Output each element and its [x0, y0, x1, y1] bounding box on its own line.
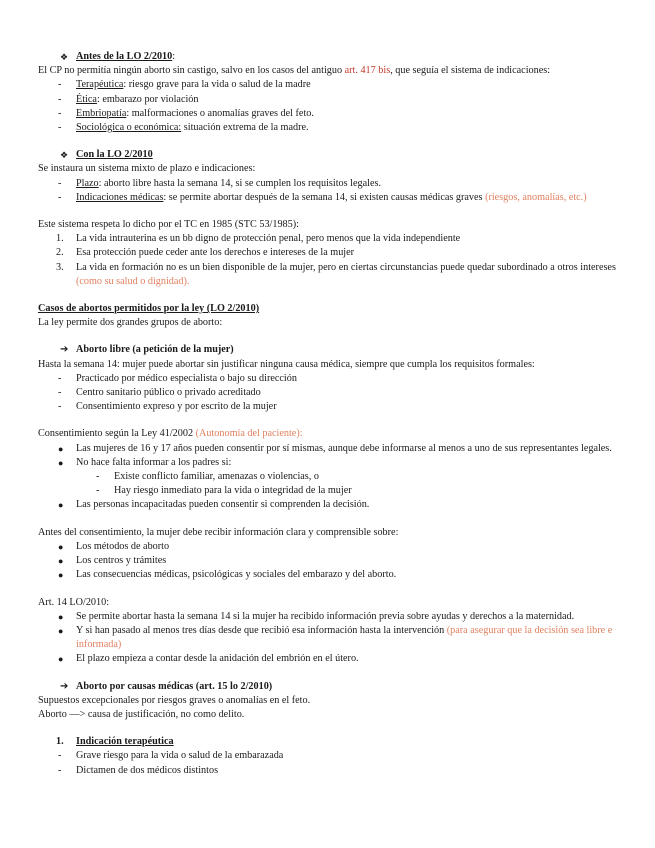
casos-intro: La ley permite dos grandes grupos de aborto:: [38, 317, 223, 329]
list-item: - Existe conflicto familiar, amenazas o violencias, o: [96, 471, 319, 483]
list-item: 1. La vida intrauterina es un bb digno de protección penal, pero menos que la vida independiente: [56, 233, 461, 245]
list-item: - Grave riesgo para la vida o salud de la embarazada: [58, 750, 284, 762]
list-item: ● Los métodos de aborto: [38, 540, 618, 554]
list-item: - Terapéutica: riesgo grave para la vida o salud de la madre: [58, 79, 311, 91]
list-item: - Centro sanitario público o privado acreditado: [58, 387, 261, 399]
diamond-bullet-icon: ❖: [60, 52, 69, 62]
list-item: ● Las consecuencias médicas, psicológicas y sociales del embarazo y del aborto.: [38, 568, 618, 582]
heading-causas-medicas: ➔ Aborto por causas médicas (art. 15 lo 2/2010): [38, 680, 618, 694]
libre-intro: Hasta la semana 14: mujer puede abortar sin justificar ninguna causa médica, siempre que cumpla los requisitos formales:: [38, 358, 535, 370]
bullet-dot-icon: ●: [58, 500, 64, 511]
list-item: - Hay riesgo inmediato para la vida o integridad de la mujer: [96, 485, 352, 497]
list-item: - Sociológica o económica: situación extrema de la madre.: [58, 122, 309, 134]
list-item: - Plazo: aborto libre hasta la semana 14, si se cumplen los requisitos legales.: [58, 177, 381, 189]
list-item: ● Y si han pasado al menos tres días desde que recibió esa información hasta la intervención (para asegurar que la decisión sea libre e informada): [58, 624, 613, 651]
art14-heading: Art. 14 LO/2010:: [38, 596, 110, 608]
list-item: ● No hace falta informar a los padres si:: [38, 456, 618, 470]
arrow-right-icon: ➔: [60, 680, 69, 692]
bullet-dot-icon: ●: [58, 556, 64, 567]
list-item: - Dictamen de dos médicos distintos: [58, 764, 219, 776]
list-item: - Indicaciones médicas: se permite abortar después de la semana 14, si existen causas médicas graves (riesgos, anomalías, etc.): [58, 191, 587, 203]
arrow-right-icon: ➔: [60, 344, 69, 356]
bullet-dot-icon: ●: [58, 443, 64, 454]
list-item: ● Las mujeres de 16 y 17 años pueden consentir por sí mismas, aunque debe informarse al menos a uno de sus representantes legales.: [38, 442, 618, 456]
document-page: [38, 50, 618, 778]
heading-antes: ❖ Antes de la LO 2/2010:: [38, 50, 618, 64]
list-item: - Practicado por médico especialista o bajo su dirección: [58, 372, 297, 384]
consent-intro: Consentimiento según la Ley 41/2002 (Autonomía del paciente):: [38, 428, 303, 440]
medicas-line-1: Supuestos excepcionales por riesgos graves o anomalías en el feto.: [38, 694, 311, 706]
bullet-dot-icon: ●: [58, 625, 64, 636]
heading-casos: Casos de abortos permitidos por la ley (LO 2/2010): [38, 303, 260, 315]
bullet-dot-icon: ●: [58, 570, 64, 581]
list-item: 3. La vida en formación no es un bien disponible de la mujer, pero en ciertas circunstancias puede quedar subordinado a otros intereses (como su salud o dignidad).: [56, 261, 616, 287]
art-417-ref: art. 417 bis: [344, 65, 391, 77]
antes-intro: El CP no permitía ningún aborto sin castigo, salvo en los casos del antiguo art. 417 bis, que seguía el sistema de indicaciones:: [38, 65, 551, 77]
list-item: ● Las personas incapacitadas pueden consentir si comprenden la decisión.: [38, 498, 618, 512]
list-item: ● Los centros y trámites: [38, 554, 618, 568]
list-item: ● Se permite abortar hasta la semana 14 si la mujer ha recibido información previa sobre ayudas y derechos a la maternidad.: [38, 610, 618, 624]
heading-con: ❖ Con la LO 2/2010: [38, 148, 618, 162]
heading-indicacion-terapeutica: 1. Indicación terapéutica: [56, 736, 174, 748]
con-intro: Se instaura un sistema mixto de plazo e indicaciones:: [38, 163, 256, 175]
bullet-dot-icon: ●: [58, 654, 64, 665]
bullet-dot-icon: ●: [58, 457, 64, 468]
list-item: - Ética: embarazo por violación: [58, 93, 199, 105]
list-item: - Consentimiento expreso y por escrito de la mujer: [58, 401, 277, 413]
tc-intro: Este sistema respeta lo dicho por el TC en 1985 (STC 53/1985):: [38, 219, 299, 231]
bullet-dot-icon: ●: [58, 541, 64, 552]
list-item: ● El plazo empieza a contar desde la anidación del embrión en el útero.: [38, 652, 618, 666]
list-item: - Embriopatía: malformaciones o anomalías graves del feto.: [58, 107, 314, 119]
diamond-bullet-icon: ❖: [60, 150, 69, 161]
heading-aborto-libre: ➔ Aborto libre (a petición de la mujer): [38, 343, 618, 357]
antes-consent-intro: Antes del consentimiento, la mujer debe recibir información clara y comprensible sobre:: [38, 526, 399, 538]
list-item: 2. Esa protección puede ceder ante los derechos e intereses de la mujer: [56, 247, 355, 259]
medicas-line-2: Aborto —> causa de justificación, no como delito.: [38, 708, 245, 720]
bullet-dot-icon: ●: [58, 611, 64, 622]
